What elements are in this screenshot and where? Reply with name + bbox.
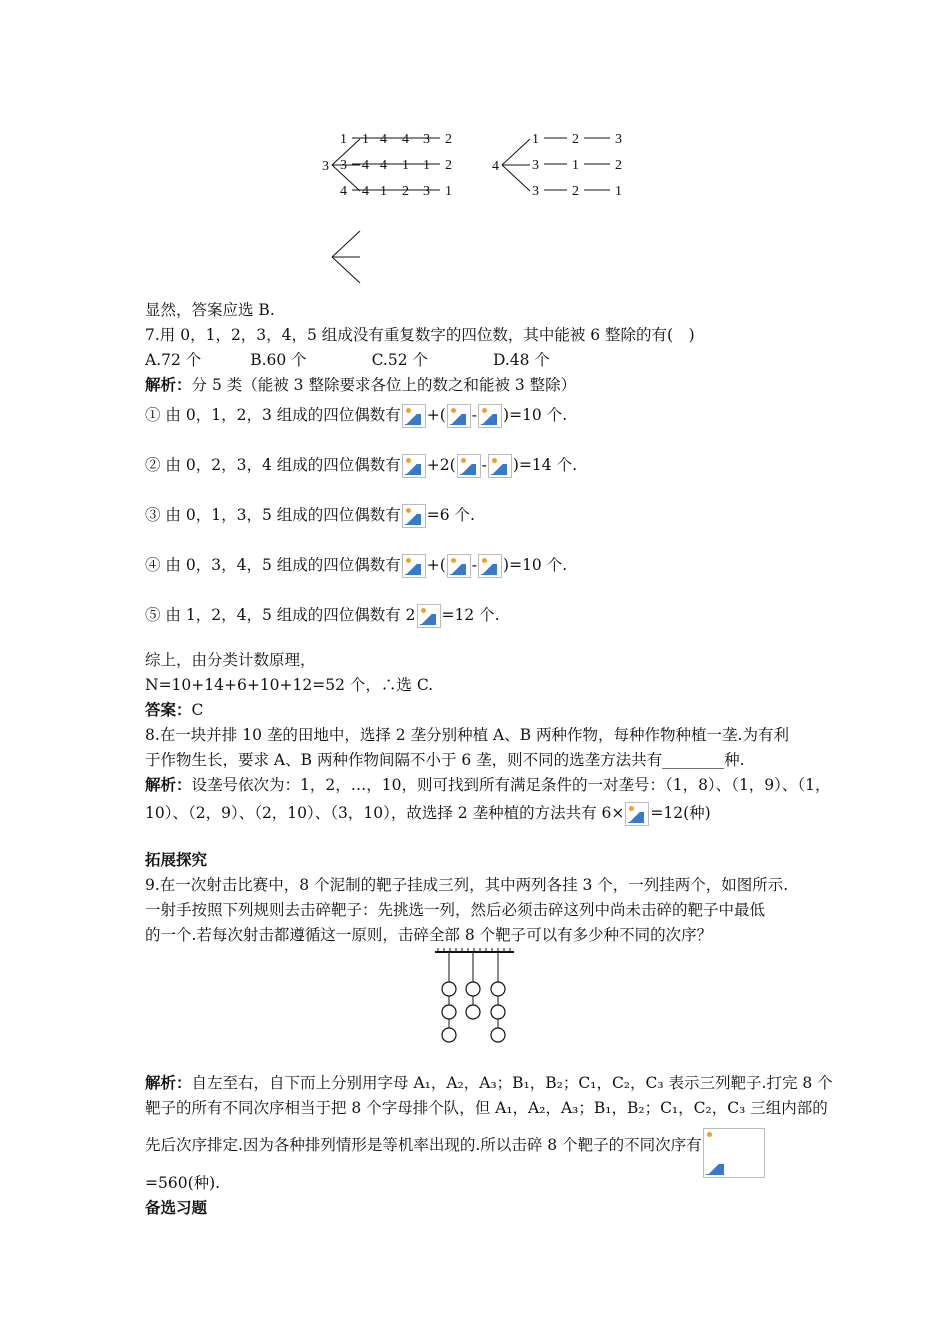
target-a1 xyxy=(442,1028,456,1042)
case-3 xyxy=(145,504,475,528)
case-text: ④ 由 0，3，4，5 组成的四位偶数有 xyxy=(145,556,401,574)
option-b: B.60 个 xyxy=(250,351,307,369)
tree-3 xyxy=(492,132,622,199)
tree-node: 3 xyxy=(423,184,430,199)
case-5 xyxy=(145,604,500,628)
tree-node: 2 xyxy=(445,158,452,173)
result: =12(种) xyxy=(650,804,711,822)
question-9-line-3: 的一个.若每次射击都遵循这一原则，击碎全部 8 个靶子可以有多少种不同的次序？ xyxy=(145,926,713,944)
answer-label: 答案： xyxy=(145,700,192,719)
tree-node: 4 xyxy=(402,132,409,147)
summary-1: 综上，由分类计数原理， xyxy=(145,651,316,669)
analysis-9-line-3 xyxy=(145,1128,766,1178)
tree-node: 2 xyxy=(615,158,622,173)
result: )=10 个. xyxy=(503,556,568,574)
case-text: ③ 由 0，1，3，5 组成的四位偶数有 xyxy=(145,506,401,524)
broken-image-icon xyxy=(402,454,426,478)
tree-node: 3 xyxy=(423,132,430,147)
target-b1 xyxy=(466,1005,480,1019)
question-7-options xyxy=(145,350,550,370)
tree-node: 3 xyxy=(340,158,347,173)
answer-line xyxy=(145,700,203,720)
tree-4 xyxy=(332,231,360,283)
broken-image-icon xyxy=(402,504,426,528)
tree-node: 1 xyxy=(572,158,579,173)
question-9-line-1: 9.在一次射击比赛中，8 个泥制的靶子挂成三列，其中两列各挂 3 个，一列挂两个，如图所示. xyxy=(145,876,789,894)
tree-node: 2 xyxy=(402,184,409,199)
op: - xyxy=(481,456,487,474)
op: - xyxy=(471,556,478,574)
tree-node: 2 xyxy=(572,132,579,147)
analysis-9-line-4: =560(种). xyxy=(145,1174,221,1192)
option-c: C.52 个 xyxy=(371,351,429,369)
tree-node: 4 xyxy=(362,158,369,173)
target-a2 xyxy=(442,1005,456,1019)
summary-2: N=10+14+6+10+12=52 个，∴选 C. xyxy=(145,676,434,694)
analysis-label: 解析： xyxy=(145,375,192,394)
question-9-line-2: 一射手按照下列规则去击碎靶子：先挑选一列，然后必须击碎这列中尚未击碎的靶子中最低 xyxy=(145,901,766,919)
broken-image-icon xyxy=(478,404,502,428)
analysis-7 xyxy=(145,375,576,395)
result: =12 个. xyxy=(441,606,500,624)
analysis-text: 设垄号依次为：1，2，…，10，则可找到所有满足条件的一对垄号：（1，8）、（1，9）、（1， xyxy=(191,776,831,794)
result: =6 个. xyxy=(426,506,475,524)
tree-node: 2 xyxy=(445,132,452,147)
broken-image-icon xyxy=(488,454,512,478)
target-a3 xyxy=(442,982,456,996)
option-d: D.48 个 xyxy=(492,351,550,369)
analysis-text: 10）、（2，9）、（2，10）、（3，10），故选择 2 垄种植的方法共有 6× xyxy=(145,804,625,822)
broken-image-icon xyxy=(402,404,426,428)
tree-node: 2 xyxy=(572,184,579,199)
tree-node: 3 xyxy=(615,132,622,147)
broken-image-icon xyxy=(457,454,481,478)
broken-image-icon xyxy=(417,604,441,628)
broken-image-icon xyxy=(447,554,471,578)
target-c1 xyxy=(491,1028,505,1042)
question-7: 7.用 0，1，2，3，4，5 组成没有重复数字的四位数，其中能被 6 整除的有( ) xyxy=(145,326,695,344)
case-4 xyxy=(145,554,567,578)
broken-image-icon xyxy=(478,554,502,578)
targets-figure xyxy=(430,946,520,1046)
analysis-text: 自左至右，自下而上分别用字母 A₁，A₂，A₃；B₁，B₂；C₁，C₂，C₃ 表示三列靶子.打完 8 个 xyxy=(191,1074,833,1092)
tree-node: 1 xyxy=(362,132,369,147)
tree-node: 1 xyxy=(445,184,452,199)
question-8-line-1: 8.在一块并排 10 垄的田地中，选择 2 垄分别种植 A、B 两种作物，每种作物种植一垄.为有利 xyxy=(145,726,789,744)
tree-node: 4 xyxy=(340,184,347,199)
op: +( xyxy=(426,556,446,574)
section-title-alternate: 备选习题 xyxy=(145,1198,208,1217)
analysis-9-line-2: 靶子的所有不同次序相当于把 8 个字母排个队，但 A₁，A₂，A₃；B₁，B₂；C₁，C₂，C₃ 三组内部的 xyxy=(145,1099,828,1117)
target-c2 xyxy=(491,1005,505,1019)
case-text: ① 由 0，1，2，3 组成的四位偶数有 xyxy=(145,406,401,424)
target-b2 xyxy=(466,982,480,996)
tree-node: 4 xyxy=(380,158,387,173)
broken-image-icon xyxy=(625,802,649,826)
result: )=10 个. xyxy=(503,406,568,424)
op: - xyxy=(471,406,478,424)
tree-root: 3 xyxy=(322,159,329,174)
question-8-line-2: 于作物生长，要求 A、B 两种作物间隔不小于 6 垄，则不同的选垄方法共有________种. xyxy=(145,751,745,769)
case-2 xyxy=(145,454,577,478)
broken-image-icon xyxy=(703,1128,765,1178)
tree-node: 3 xyxy=(532,158,539,173)
tree-node: 3 xyxy=(532,184,539,199)
conclusion-line: 显然，答案应选 B. xyxy=(145,301,275,319)
tree-node: 4 xyxy=(362,184,369,199)
analysis-label: 解析： xyxy=(145,775,192,794)
target-c3 xyxy=(491,982,505,996)
case-text: ② 由 0，2，3，4 组成的四位偶数有 xyxy=(145,456,401,474)
case-1 xyxy=(145,404,567,428)
analysis-label: 解析： xyxy=(145,1073,192,1092)
tree-node: 4 xyxy=(380,132,387,147)
analysis-text: 分 5 类（能被 3 整除要求各位上的数之和能被 3 整除） xyxy=(191,376,577,394)
analysis-text: 先后次序排定.因为各种排列情形是等机率出现的.所以击碎 8 个靶子的不同次序有 xyxy=(145,1136,702,1154)
analysis-8-line-1 xyxy=(145,775,831,795)
tree-node: 1 xyxy=(380,184,387,199)
broken-image-icon xyxy=(447,404,471,428)
op: +( xyxy=(426,406,446,424)
option-a: A.72 个 xyxy=(145,351,202,369)
analysis-8-line-2 xyxy=(145,802,711,826)
broken-image-icon xyxy=(402,554,426,578)
case-text: ⑤ 由 1，2，4，5 组成的四位偶数有 2 xyxy=(145,606,416,624)
tree-node: 1 xyxy=(402,158,409,173)
analysis-9-line-1 xyxy=(145,1073,833,1093)
tree-node: 1 xyxy=(340,132,347,147)
section-title-extension: 拓展探究 xyxy=(145,850,208,869)
tree-node: 1 xyxy=(532,132,539,147)
tree-root: 4 xyxy=(492,159,499,174)
op: +2( xyxy=(426,456,456,474)
answer-value: C xyxy=(191,701,204,719)
tree-diagrams xyxy=(300,125,660,305)
result: )=14 个. xyxy=(512,456,578,474)
tree-node: 1 xyxy=(423,158,430,173)
tree-node: 1 xyxy=(615,184,622,199)
